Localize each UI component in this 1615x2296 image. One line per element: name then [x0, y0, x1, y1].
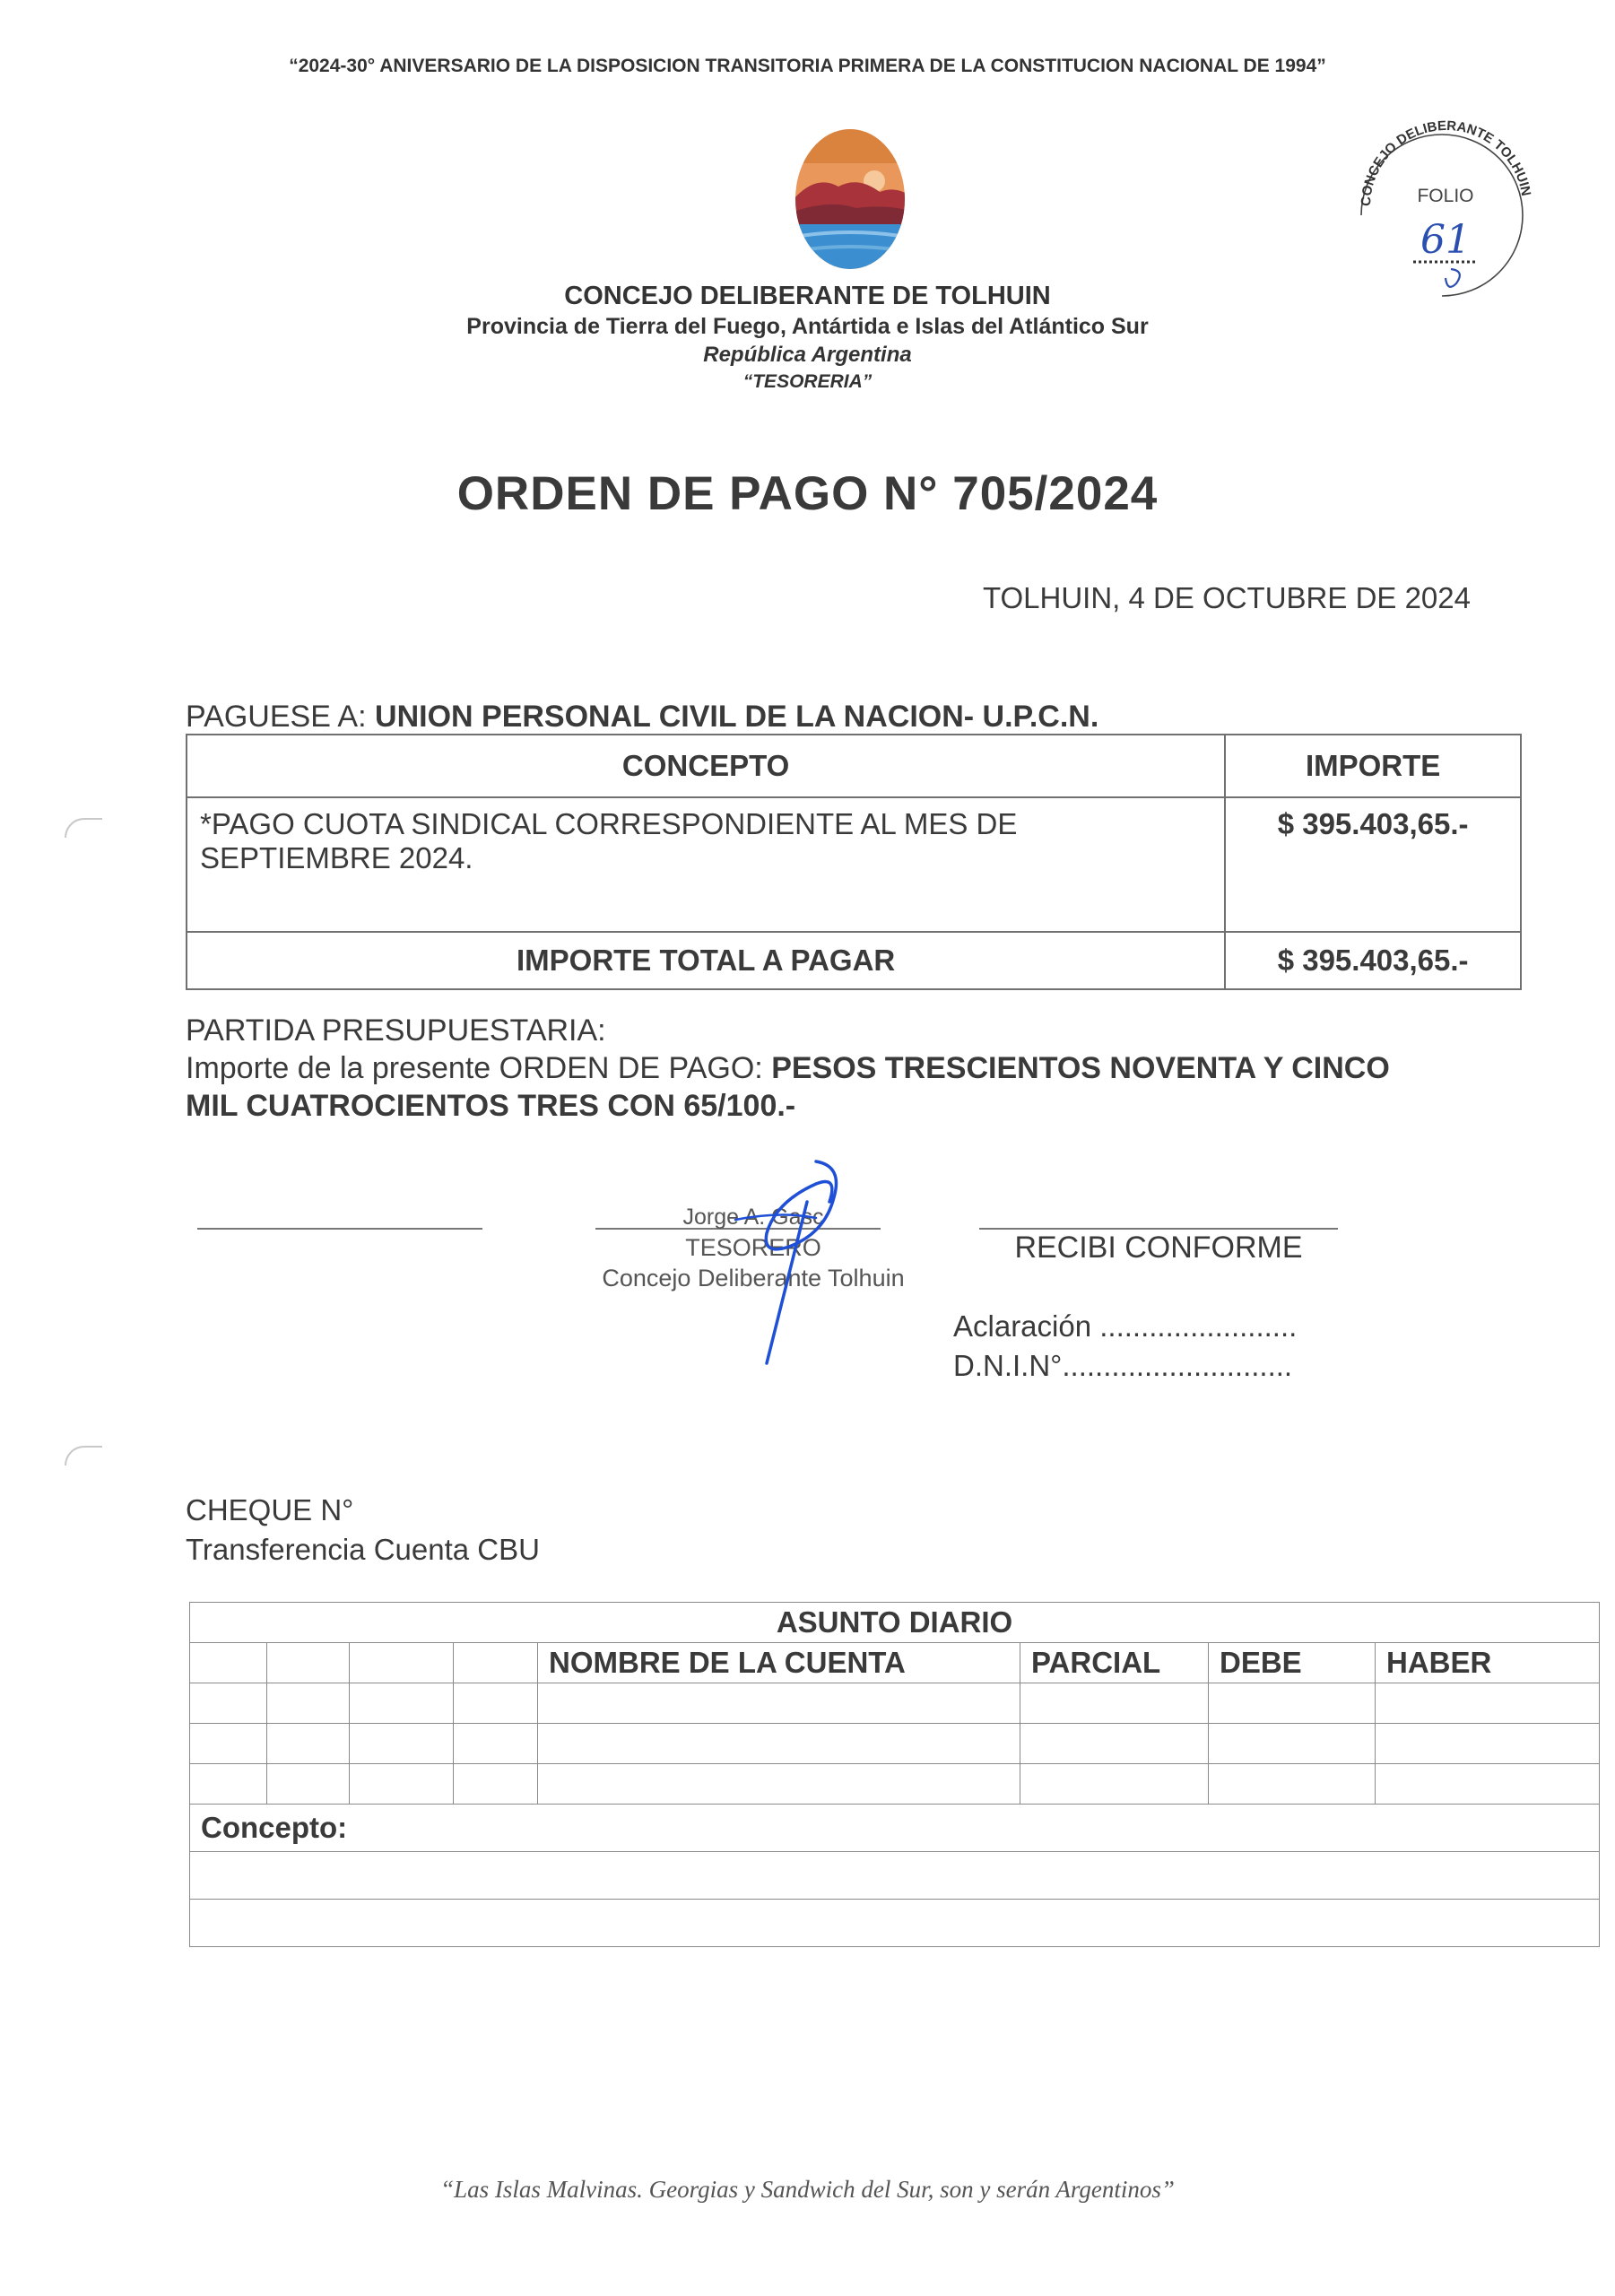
stamp-ring-text: CONCEJO DELIBERANTE TOLHUIN	[1358, 117, 1534, 207]
receiver-fields	[953, 1307, 1297, 1386]
treasurer-name: Jorge A. Gasc	[682, 1205, 824, 1230]
stamp-number: 61	[1420, 217, 1471, 263]
concept-description	[187, 797, 1225, 932]
col-account: NOMBRE DE LA CUENTA	[538, 1643, 1020, 1683]
col-debit: DEBE	[1209, 1643, 1376, 1683]
diario-concept-label: Concepto:	[190, 1805, 1600, 1852]
province-name: Provincia de Tierra del Fuego, Antártida e Islas del Atlántico Sur	[466, 314, 1149, 339]
transfer-label: Transferencia Cuenta CBU	[186, 1533, 540, 1566]
signature-line-receiver	[979, 1228, 1338, 1230]
order-title: ORDEN DE PAGO N° 705/2024	[456, 467, 1159, 520]
diario-row	[190, 1724, 1600, 1764]
concept-line-1: *PAGO CUOTA SINDICAL CORRESPONDIENTE AL MES DE	[200, 807, 1018, 840]
diario-title: ASUNTO DIARIO	[190, 1603, 1600, 1643]
amount-words-1: PESOS TRESCIENTOS NOVENTA Y CINCO	[771, 1051, 1390, 1085]
treasurer-body: Concejo Deliberante Tolhuin	[602, 1265, 905, 1292]
total-label: IMPORTE TOTAL A PAGAR	[187, 932, 1225, 989]
diario-concept-line	[190, 1852, 1600, 1900]
diario-concept-line	[190, 1900, 1600, 1947]
council-logo-icon	[794, 127, 907, 271]
signature-line-left	[197, 1228, 482, 1230]
stamp-label: FOLIO	[1417, 186, 1474, 206]
concept-header: CONCEPTO	[187, 735, 1225, 797]
country-name: República Argentina	[703, 343, 912, 367]
diario-row	[190, 1683, 1600, 1724]
concept-amount: $ 395.403,65.-	[1225, 797, 1521, 932]
institution-name: CONCEJO DELIBERANTE DE TOLHUIN	[564, 282, 1051, 310]
order-date: TOLHUIN, 4 DE OCTUBRE DE 2024	[982, 581, 1471, 614]
received-label: RECIBI CONFORME	[1014, 1231, 1303, 1265]
payee-name: UNION PERSONAL CIVIL DE LA NACION- U.P.C.N.	[375, 700, 1099, 734]
aclaracion-field: Aclaración ........................	[953, 1309, 1298, 1343]
handwritten-signature	[682, 1148, 879, 1372]
cheque-label: CHEQUE N°	[186, 1493, 354, 1526]
col-credit: HABER	[1376, 1643, 1600, 1683]
punch-hole-mark	[65, 818, 102, 838]
treasurer-role: TESORERO	[685, 1234, 821, 1261]
concept-line-2: SEPTIEMBRE 2024.	[200, 841, 473, 874]
total-amount: $ 395.403,65.-	[1225, 932, 1521, 989]
folio-stamp	[1334, 108, 1541, 314]
punch-hole-mark	[65, 1446, 102, 1465]
concept-table	[186, 734, 1522, 990]
amount-header: IMPORTE	[1225, 735, 1521, 797]
office-name: “TESORERIA”	[742, 371, 873, 392]
payee-label: PAGUESE A:	[186, 700, 367, 734]
budget-block	[186, 1012, 1390, 1125]
footer-quote: “Las Islas Malvinas. Georgias y Sandwich del Sur, son y serán Argentinos”	[440, 2176, 1175, 2203]
anniversary-banner: “2024-30° ANIVERSARIO DE LA DISPOSICION TRANSITORIA PRIMERA DE LA CONSTITUCION NACIONAL DE 1994”	[289, 56, 1326, 76]
dni-field: D.N.I.N°............................	[953, 1349, 1293, 1382]
payee-line	[186, 700, 1098, 735]
payment-method	[186, 1491, 540, 1570]
budget-label: PARTIDA PRESUPUESTARIA:	[186, 1013, 606, 1048]
col-partial: PARCIAL	[1020, 1643, 1209, 1683]
diario-table	[189, 1602, 1600, 1947]
amount-prefix: Importe de la presente ORDEN DE PAGO:	[186, 1051, 763, 1085]
diario-row	[190, 1764, 1600, 1805]
amount-words-2: MIL CUATROCIENTOS TRES CON 65/100.-	[186, 1089, 796, 1123]
